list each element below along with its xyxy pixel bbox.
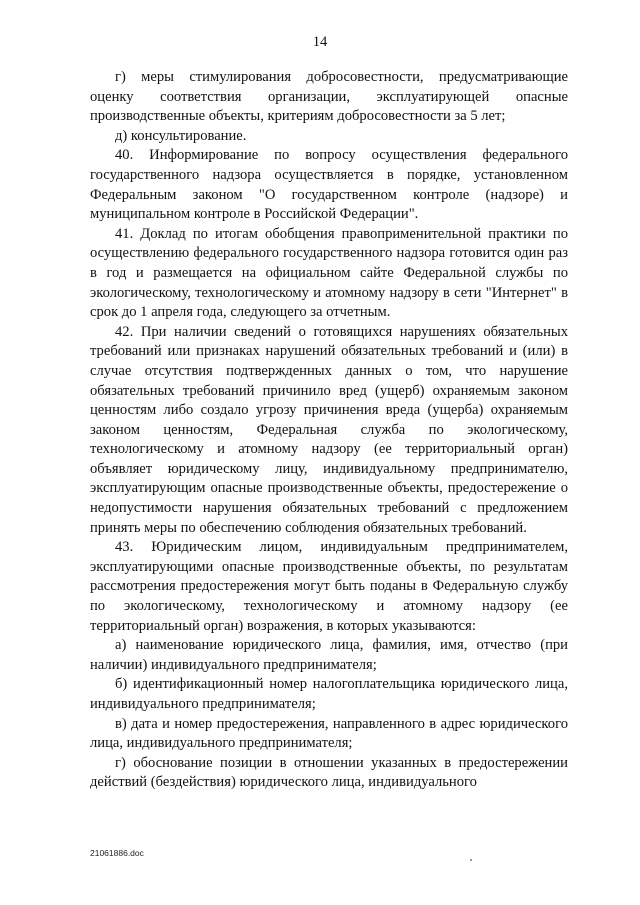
scan-dot [470, 859, 472, 861]
document-body [90, 68, 568, 793]
paragraph-41: 41. Доклад по итогам обобщения правоприменительной практики по осуществлению федерального государственного надзора готовится один раз в год и размещается на официальном сайте Федеральной службы по экологическому, технологическому и атомному надзору в сети "Интернет" в срок до 1 апреля года, следующего за отчетным. [90, 225, 568, 321]
paragraph-40: 40. Информирование по вопросу осуществления федерального государственного надзора осуществляется в порядке, установленном Федеральным законом "О государственном контроле (надзоре) и муниципальном контроле в Российской Федерации". [90, 147, 568, 223]
footer-file-code: 21061886.doc [90, 848, 144, 858]
paragraph-42: 42. При наличии сведений о готовящихся нарушениях обязательных требований или признаках нарушений обязательных требований и (или) в случае отсутствия подтвержденных данных о том, что нарушение обязательных требований причинило вред (ущерб) охраняемым законом ценностям либо создало угрозу причинения вреда (ущерба) охраняемым законом ценностям, Федеральная служба по экологическому, технологическому и атомному надзору (ее территориальный орган) объявляет юридическому лицу, индивидуальному предпринимателю, эксплуатирующим опасные производственные объекты, предостережение о недопустимости нарушения обязательных требований с предложением принять меры по обеспечению соблюдения обязательных требований. [90, 323, 568, 536]
paragraph-43-a: а) наименование юридического лица, фамилия, имя, отчество (при наличии) индивидуального предпринимателя; [90, 637, 568, 673]
paragraph-g-incentives: г) меры стимулирования добросовестности, предусматривающие оценку соответствия организации, эксплуатирующей опасные производственные объекты, критериям добросовестности за 5 лет; [90, 69, 568, 125]
paragraph-d-consulting: д) консультирование. [115, 127, 247, 144]
page-number: 14 [312, 34, 328, 50]
paragraph-43-g: г) обоснование позиции в отношении указанных в предостережении действий (бездействия) юридического лица, индивидуального [90, 754, 568, 791]
paragraph-43-v: в) дата и номер предостережения, направленного в адрес юридического лица, индивидуального предпринимателя; [90, 715, 568, 752]
paragraph-43: 43. Юридическим лицом, индивидуальным предпринимателем, эксплуатирующими опасные производственные объекты, по результатам рассмотрения предостережения могут быть поданы в Федеральную службу по экологическому, технологическому и атомному надзору (ее территориальный орган) возражения, в которых указываются: [90, 539, 568, 634]
paragraph-43-b: б) идентификационный номер налогоплательщика юридического лица, индивидуального предпринимателя; [90, 676, 568, 712]
